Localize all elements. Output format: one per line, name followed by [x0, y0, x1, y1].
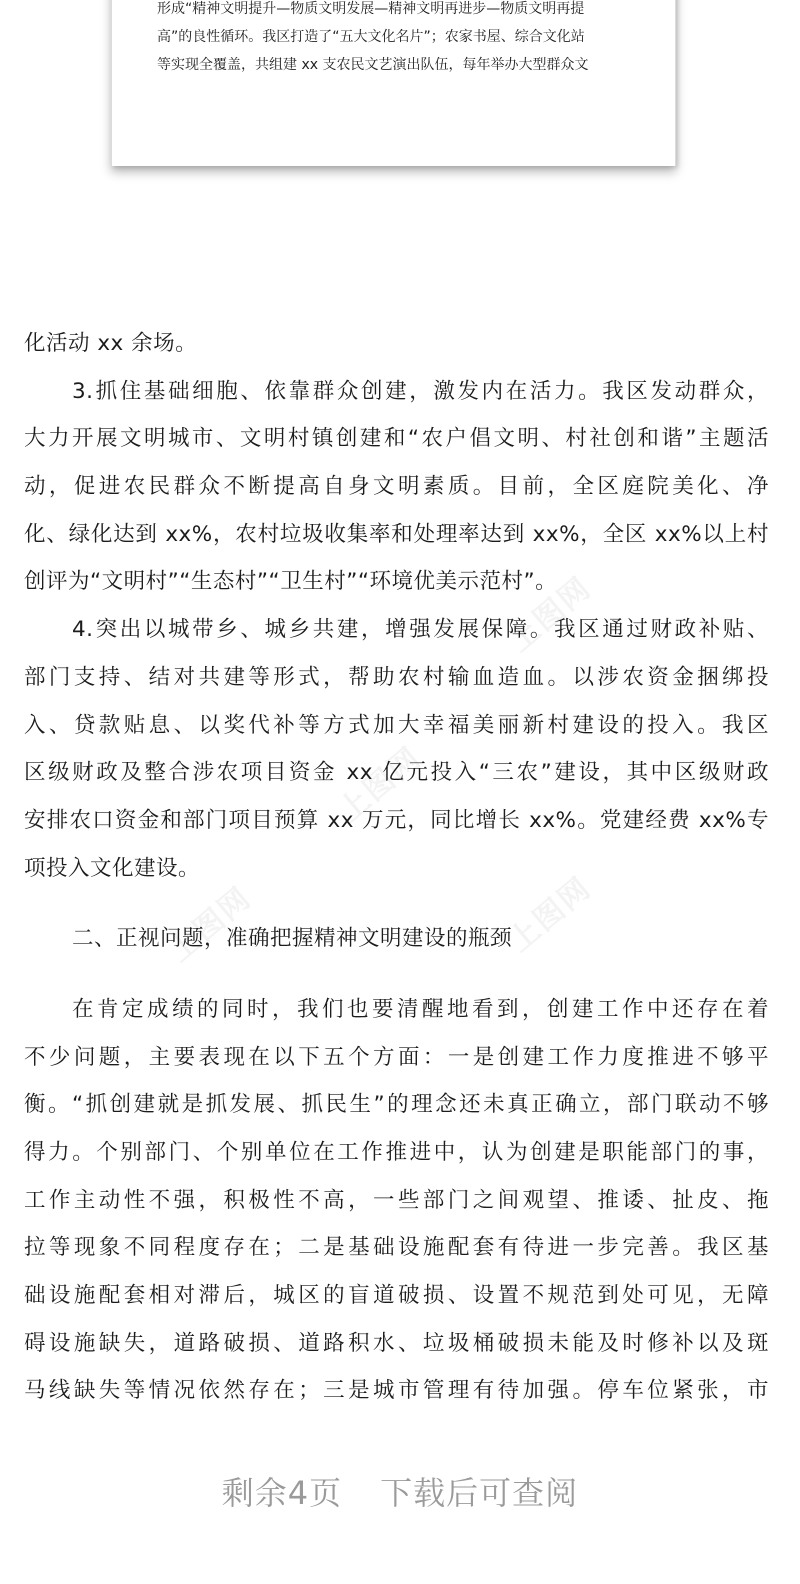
text-line: 化活动 xx 余场。: [24, 331, 198, 356]
paragraph-point-4: [24, 606, 769, 892]
text-line: 化、绿化达到 xx%，农村垃圾收集率和处理率达到 xx%，全区 xx%以上村: [24, 521, 769, 547]
text-line: 碍设施缺失，道路破损、道路积水、垃圾桶破损未能及时修补以及斑: [24, 1330, 769, 1356]
text-line: 不少问题，主要表现在以下五个方面：一是创建工作力度推进不够平: [24, 1044, 769, 1070]
preview-line: 等实现全覆盖，共组建 xx 支农民文艺演出队伍，每年举办大型群众文: [157, 57, 589, 73]
remaining-pages-prompt[interactable]: [0, 1468, 800, 1514]
watermark: 上图网: [162, 880, 259, 969]
text-line: 区级财政及整合涉农项目资金 xx 亿元投入“三农”建设，其中区级财政: [24, 760, 769, 786]
remaining-pages-count: 剩余4页: [221, 1474, 343, 1512]
preview-text-block: [157, 0, 637, 79]
text-line: 马线缺失等情况依然存在；三是城市管理有待加强。停车位紧张，市: [24, 1378, 769, 1404]
text-line: 3.抓住基础细胞、依靠群众创建，激发内在活力。我区发动群众，: [72, 378, 769, 404]
text-line: 大力开展文明城市、文明村镇创建和“农户倡文明、村社创和谐”主题活: [24, 426, 769, 452]
text-line: 础设施配套相对滞后，城区的盲道破损、设置不规范到处可见，无障: [24, 1283, 769, 1309]
section-heading: 二、正视问题，准确把握精神文明建设的瓶颈: [72, 926, 513, 952]
text-line: 在肯定成绩的同时，我们也要清醒地看到，创建工作中还存在着: [72, 996, 769, 1022]
text-line: 动，促进农民群众不断提高自身文明素质。目前，全区庭院美化、净: [24, 474, 769, 500]
watermark: 上图网: [502, 570, 599, 659]
text-line: 安排农口资金和部门项目预算 xx 万元，同比增长 xx%。党建经费 xx%专: [24, 807, 769, 833]
paragraph-point-3: [24, 368, 769, 606]
text-line: 部门支持、结对共建等形式，帮助农村输血造血。以涉农资金捆绑投: [24, 664, 769, 690]
paragraph-continuation: [24, 320, 769, 368]
text-line: 工作主动性不强，积极性不高，一些部门之间观望、推诿、扯皮、拖: [24, 1187, 769, 1213]
text-line: 创评为“文明村”“生态村”“卫生村”“环境优美示范村”。: [24, 569, 558, 595]
watermark: 上图网: [502, 870, 599, 959]
text-line: 项投入文化建设。: [24, 855, 201, 881]
text-line: 入、贷款贴息、以奖代补等方式加大幸福美丽新村建设的投入。我区: [24, 712, 769, 738]
text-line: 4.突出以城带乡、城乡共建，增强发展保障。我区通过财政补贴、: [72, 617, 769, 643]
document-body: [24, 320, 769, 1415]
paragraph-problems: [24, 986, 769, 1415]
preview-line: 形成“精神文明提升—物质文明发展—精神文明再进步—物质文明再提: [157, 1, 585, 17]
text-line: 拉等现象不同程度存在；二是基础设施配套有待进一步完善。我区基: [24, 1235, 769, 1261]
watermark: 上图网: [332, 740, 429, 829]
text-line: 得力。个别部门、个别单位在工作推进中，认为创建是职能部门的事，: [24, 1140, 769, 1165]
document-page-preview: [111, 0, 676, 166]
download-hint[interactable]: 下载后可查阅: [380, 1474, 579, 1512]
text-line: 衡。“抓创建就是抓发展、抓民生”的理念还未真正确立，部门联动不够: [24, 1092, 769, 1118]
preview-line: 高”的良性循环。我区打造了“五大文化名片”；农家书屋、综合文化站: [157, 29, 585, 45]
